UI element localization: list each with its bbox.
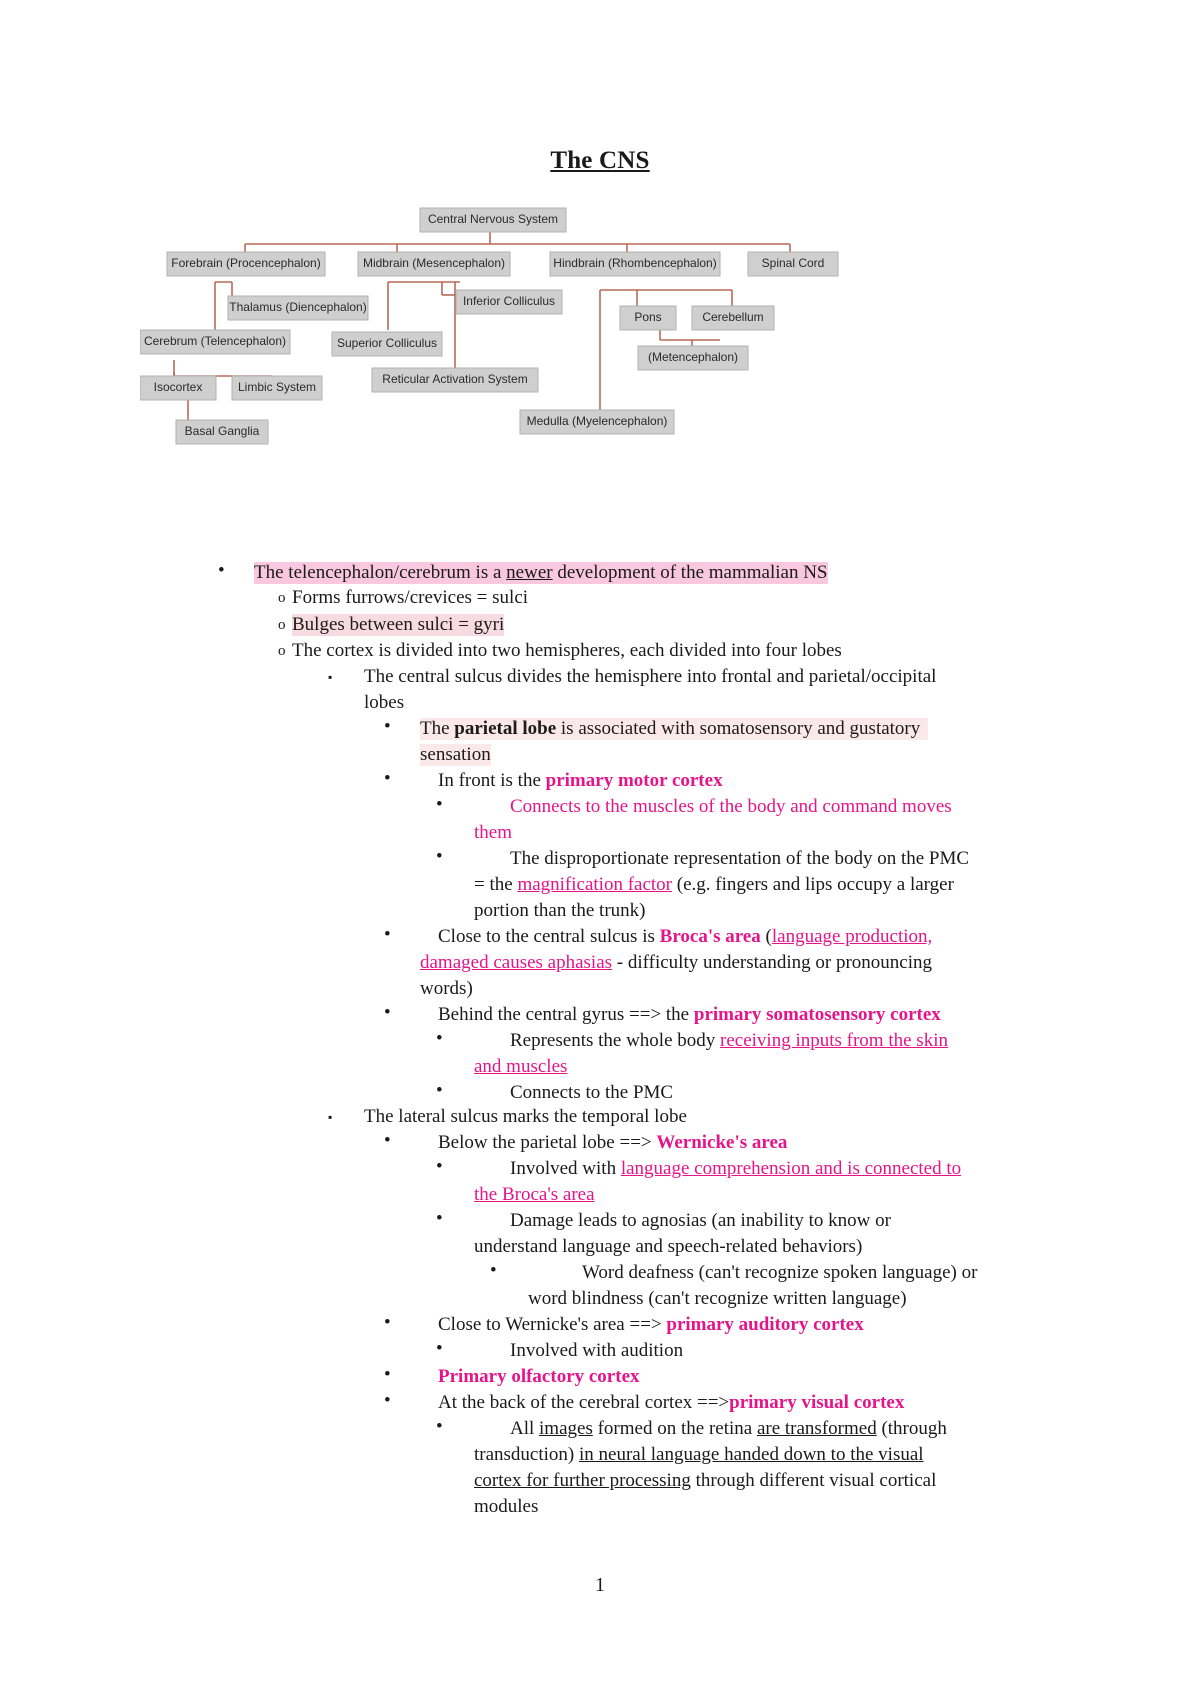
note-line-5b: lobes <box>364 692 405 713</box>
note-line-12: Represents the whole body receiving inputs from the skin <box>510 1030 948 1051</box>
note-line-4: The cortex is divided into two hemispheres, each divided into four lobes <box>292 640 842 661</box>
bullet-l4: o <box>278 643 286 659</box>
note-line-7: In front is the primary motor cortex <box>438 770 723 791</box>
cns-hierarchy-chart <box>140 200 920 490</box>
bullet-l12: • <box>436 1028 443 1049</box>
label-forebrain: Forebrain (Procencephalon) <box>171 256 321 271</box>
bullet-l2: o <box>278 590 286 606</box>
label-isocortex: Isocortex <box>153 380 203 395</box>
bullet-l9: • <box>436 846 443 867</box>
note-line-11: Behind the central gyrus ==> the primary somatosensory cortex <box>438 1004 941 1025</box>
note-line-10b: damaged causes aphasias - difficulty understanding or pronouncing <box>420 952 932 973</box>
bullet-l22: • <box>384 1390 391 1411</box>
label-midbrain: Midbrain (Mesencephalon) <box>362 256 506 271</box>
bullet-l1: • <box>218 560 225 581</box>
note-line-9c: portion than the trunk) <box>474 900 646 921</box>
label-superior-colliculus: Superior Colliculus <box>336 336 438 351</box>
bullet-l17: • <box>436 1208 443 1229</box>
note-line-15: Below the parietal lobe ==> Wernicke's area <box>438 1132 788 1153</box>
label-thalamus: Thalamus (Diencephalon) <box>229 300 367 315</box>
note-line-12b: and muscles <box>474 1056 568 1077</box>
note-line-16: Involved with language comprehension and is connected to <box>510 1158 962 1179</box>
note-line-2: Forms furrows/crevices = sulci <box>292 587 529 608</box>
bullet-l6: • <box>384 716 391 737</box>
label-hindbrain: Hindbrain (Rhombencephalon) <box>553 256 717 271</box>
note-line-5a: The central sulcus divides the hemisphere into frontal and parietal/occipital <box>364 666 937 687</box>
bullet-l14: ▪ <box>328 1110 333 1124</box>
note-line-17a: Damage leads to agnosias (an inability to know or <box>510 1210 891 1231</box>
bullet-l16: • <box>436 1156 443 1177</box>
note-line-8b: them <box>474 822 512 843</box>
note-line-22: At the back of the cerebral cortex ==>primary visual cortex <box>438 1392 905 1413</box>
label-metencephalon: (Metencephalon) <box>647 350 739 365</box>
label-pons: Pons <box>634 310 662 325</box>
note-line-1: The telencephalon/cerebrum is a newer development of the mammalian NS <box>254 562 828 583</box>
bullet-l19: • <box>384 1312 391 1333</box>
note-line-10c: words) <box>420 978 473 999</box>
note-line-6b: sensation <box>420 744 491 765</box>
note-line-8a: Connects to the muscles of the body and command moves <box>510 796 952 817</box>
note-line-9b: = the magnification factor (e.g. fingers and lips occupy a larger <box>474 874 954 895</box>
bullet-l15: • <box>384 1130 391 1151</box>
note-line-18b: word blindness (can't recognize written language) <box>528 1288 907 1309</box>
note-line-6: The parietal lobe is associated with somatosensory and gustatory <box>420 718 928 740</box>
note-line-17b: understand language and speech-related behaviors) <box>474 1236 863 1257</box>
label-limbic: Limbic System <box>237 380 317 395</box>
note-line-14: The lateral sulcus marks the temporal lobe <box>364 1106 687 1127</box>
bullet-l23: • <box>436 1416 443 1437</box>
bullet-l8: • <box>436 794 443 815</box>
note-line-21: Primary olfactory cortex <box>438 1366 640 1387</box>
note-line-16b: the Broca's area <box>474 1184 595 1205</box>
page-number: 1 <box>595 1574 605 1596</box>
bullet-l18: • <box>490 1260 497 1281</box>
bullet-l3: o <box>278 617 286 633</box>
note-line-23d: modules <box>474 1496 539 1517</box>
cns-diagram <box>140 200 920 490</box>
bullet-l13: • <box>436 1080 443 1101</box>
label-basal-ganglia: Basal Ganglia <box>184 424 260 439</box>
page-title: The CNS <box>550 147 650 174</box>
note-line-23c: cortex for further processing through different visual cortical <box>474 1470 937 1491</box>
bullet-l5: ▪ <box>328 670 333 684</box>
note-line-19: Close to Wernicke's area ==> primary auditory cortex <box>438 1314 864 1335</box>
label-cns: Central Nervous System <box>427 212 559 227</box>
note-line-3: Bulges between sulci = gyri <box>292 614 505 635</box>
label-inferior-colliculus: Inferior Colliculus <box>462 294 556 309</box>
label-spinal-cord: Spinal Cord <box>761 256 825 271</box>
note-line-23b: transduction) in neural language handed down to the visual <box>474 1444 924 1465</box>
label-reticular: Reticular Activation System <box>382 372 528 387</box>
bullet-l11: • <box>384 1002 391 1023</box>
note-line-13: Connects to the PMC <box>510 1082 674 1103</box>
bullet-l10: • <box>384 924 391 945</box>
note-line-10: Close to the central sulcus is Broca's area (language production, <box>438 926 933 947</box>
note-line-18a: Word deafness (can't recognize spoken language) or <box>582 1262 978 1283</box>
label-cerebrum: Cerebrum (Telencephalon) <box>143 334 287 349</box>
label-cerebellum: Cerebellum <box>702 310 764 325</box>
note-line-9a: The disproportionate representation of the body on the PMC <box>510 848 970 869</box>
note-line-23a: All images formed on the retina are transformed (through <box>510 1418 947 1439</box>
bullet-l21: • <box>384 1364 391 1385</box>
label-medulla: Medulla (Myelencephalon) <box>526 414 668 429</box>
bullet-l20: • <box>436 1338 443 1359</box>
note-line-20: Involved with audition <box>510 1340 684 1361</box>
bullet-l7: • <box>384 768 391 789</box>
